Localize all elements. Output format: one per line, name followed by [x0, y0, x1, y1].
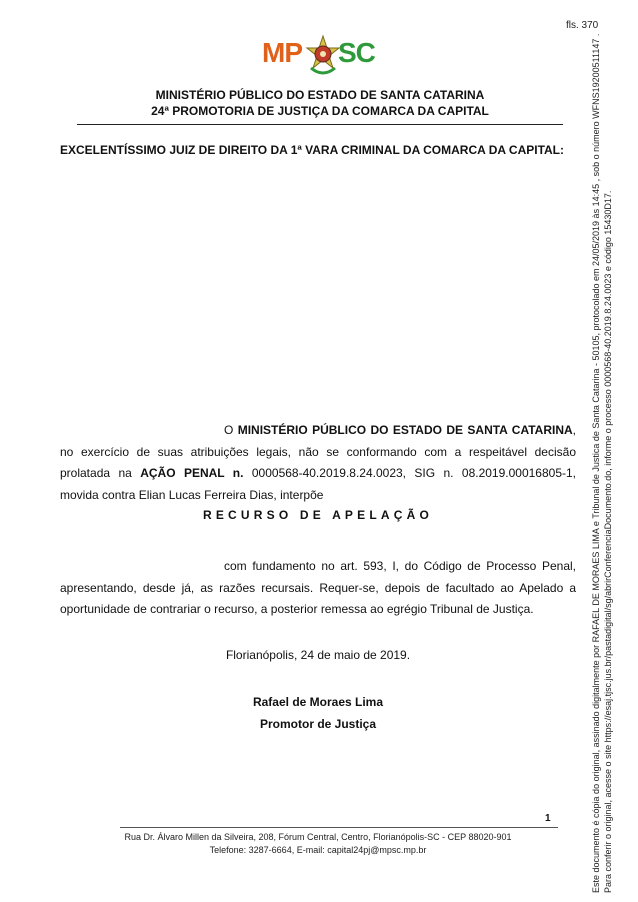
- header-divider: [77, 124, 563, 125]
- appeal-title: RECURSO DE APELAÇÃO: [202, 508, 434, 522]
- mpsc-logo: [262, 34, 380, 78]
- notice-line-1: Este documento é cópia do original, assinado digitalmente por RAFAEL DE MORAES LIMA e Tribunal de Justica de Santa Catarina - 50105, protocolado em 24/05/2019 às 14:45 , sob o número WFNS19200511147 .: [591, 33, 601, 893]
- date-line: Florianópolis, 24 de maio de 2019.: [225, 648, 411, 662]
- paragraph-grounds: [60, 556, 576, 621]
- signatory-role: Promotor de Justiça: [259, 717, 377, 731]
- folio-number: fls. 370: [566, 20, 599, 31]
- header-line-2: 24ª PROMOTORIA DE JUSTIÇA DA COMARCA DA CAPITAL: [151, 104, 489, 118]
- notice-line-2: Para conferir o original, acesse o site https://esaj.tjsc.jus.br/pastadigital/sg/abrirConferenciaDocumento.do, informe o processo 0000568-40.2019.8.24.0023 e código 15430D17.: [603, 190, 613, 893]
- logo-text-mp: MP: [262, 37, 302, 68]
- header-line-1: MINISTÉRIO PÚBLICO DO ESTADO DE SANTA CATARINA: [155, 88, 485, 102]
- footer-divider: [120, 827, 558, 828]
- intro-text-2: 0000568-40.2019.8.24.0023, SIG n. 08.2019.00016805-1, movida contra Elian Lucas Ferreira Dias, interpõe: [60, 466, 577, 502]
- intro-text-1: , no exercício de suas atribuições legais, não se conformando com a respeitável decisão prolatada na: [60, 423, 576, 480]
- digital-signature-notice: [590, 13, 614, 893]
- coat-of-arms-icon: [305, 34, 341, 78]
- footer-address: Rua Dr. Álvaro Millen da Silveira, 208, Fórum Central, Centro, Florianópolis-SC - CEP 88020-901: [124, 832, 512, 842]
- grounds-text: com fundamento no art. 593, I, do Código de Processo Penal, apresentando, desde já, as razões recursais. Requer-se, depois de facultado ao Apelado a oportunidade de contrariar o recurso, a posterior remessa ao egrégio Tribunal de Justiça.: [60, 559, 576, 616]
- addressee: EXCELENTÍSSIMO JUIZ DE DIREITO DA 1ª VARA CRIMINAL DA COMARCA DA CAPITAL:: [60, 143, 565, 157]
- page-number: 1: [545, 813, 551, 824]
- logo-text-sc: SC: [338, 37, 375, 68]
- organization-name: MINISTÉRIO PÚBLICO DO ESTADO DE SANTA CATARINA: [237, 423, 573, 437]
- case-label: AÇÃO PENAL n.: [140, 466, 244, 480]
- intro-lead: O: [224, 423, 238, 437]
- paragraph-intro: [60, 420, 576, 506]
- footer-contact: Telefone: 3287-6664, E-mail: capital24pj@mpsc.mp.br: [209, 845, 427, 855]
- signatory-name: Rafael de Moraes Lima: [252, 695, 384, 709]
